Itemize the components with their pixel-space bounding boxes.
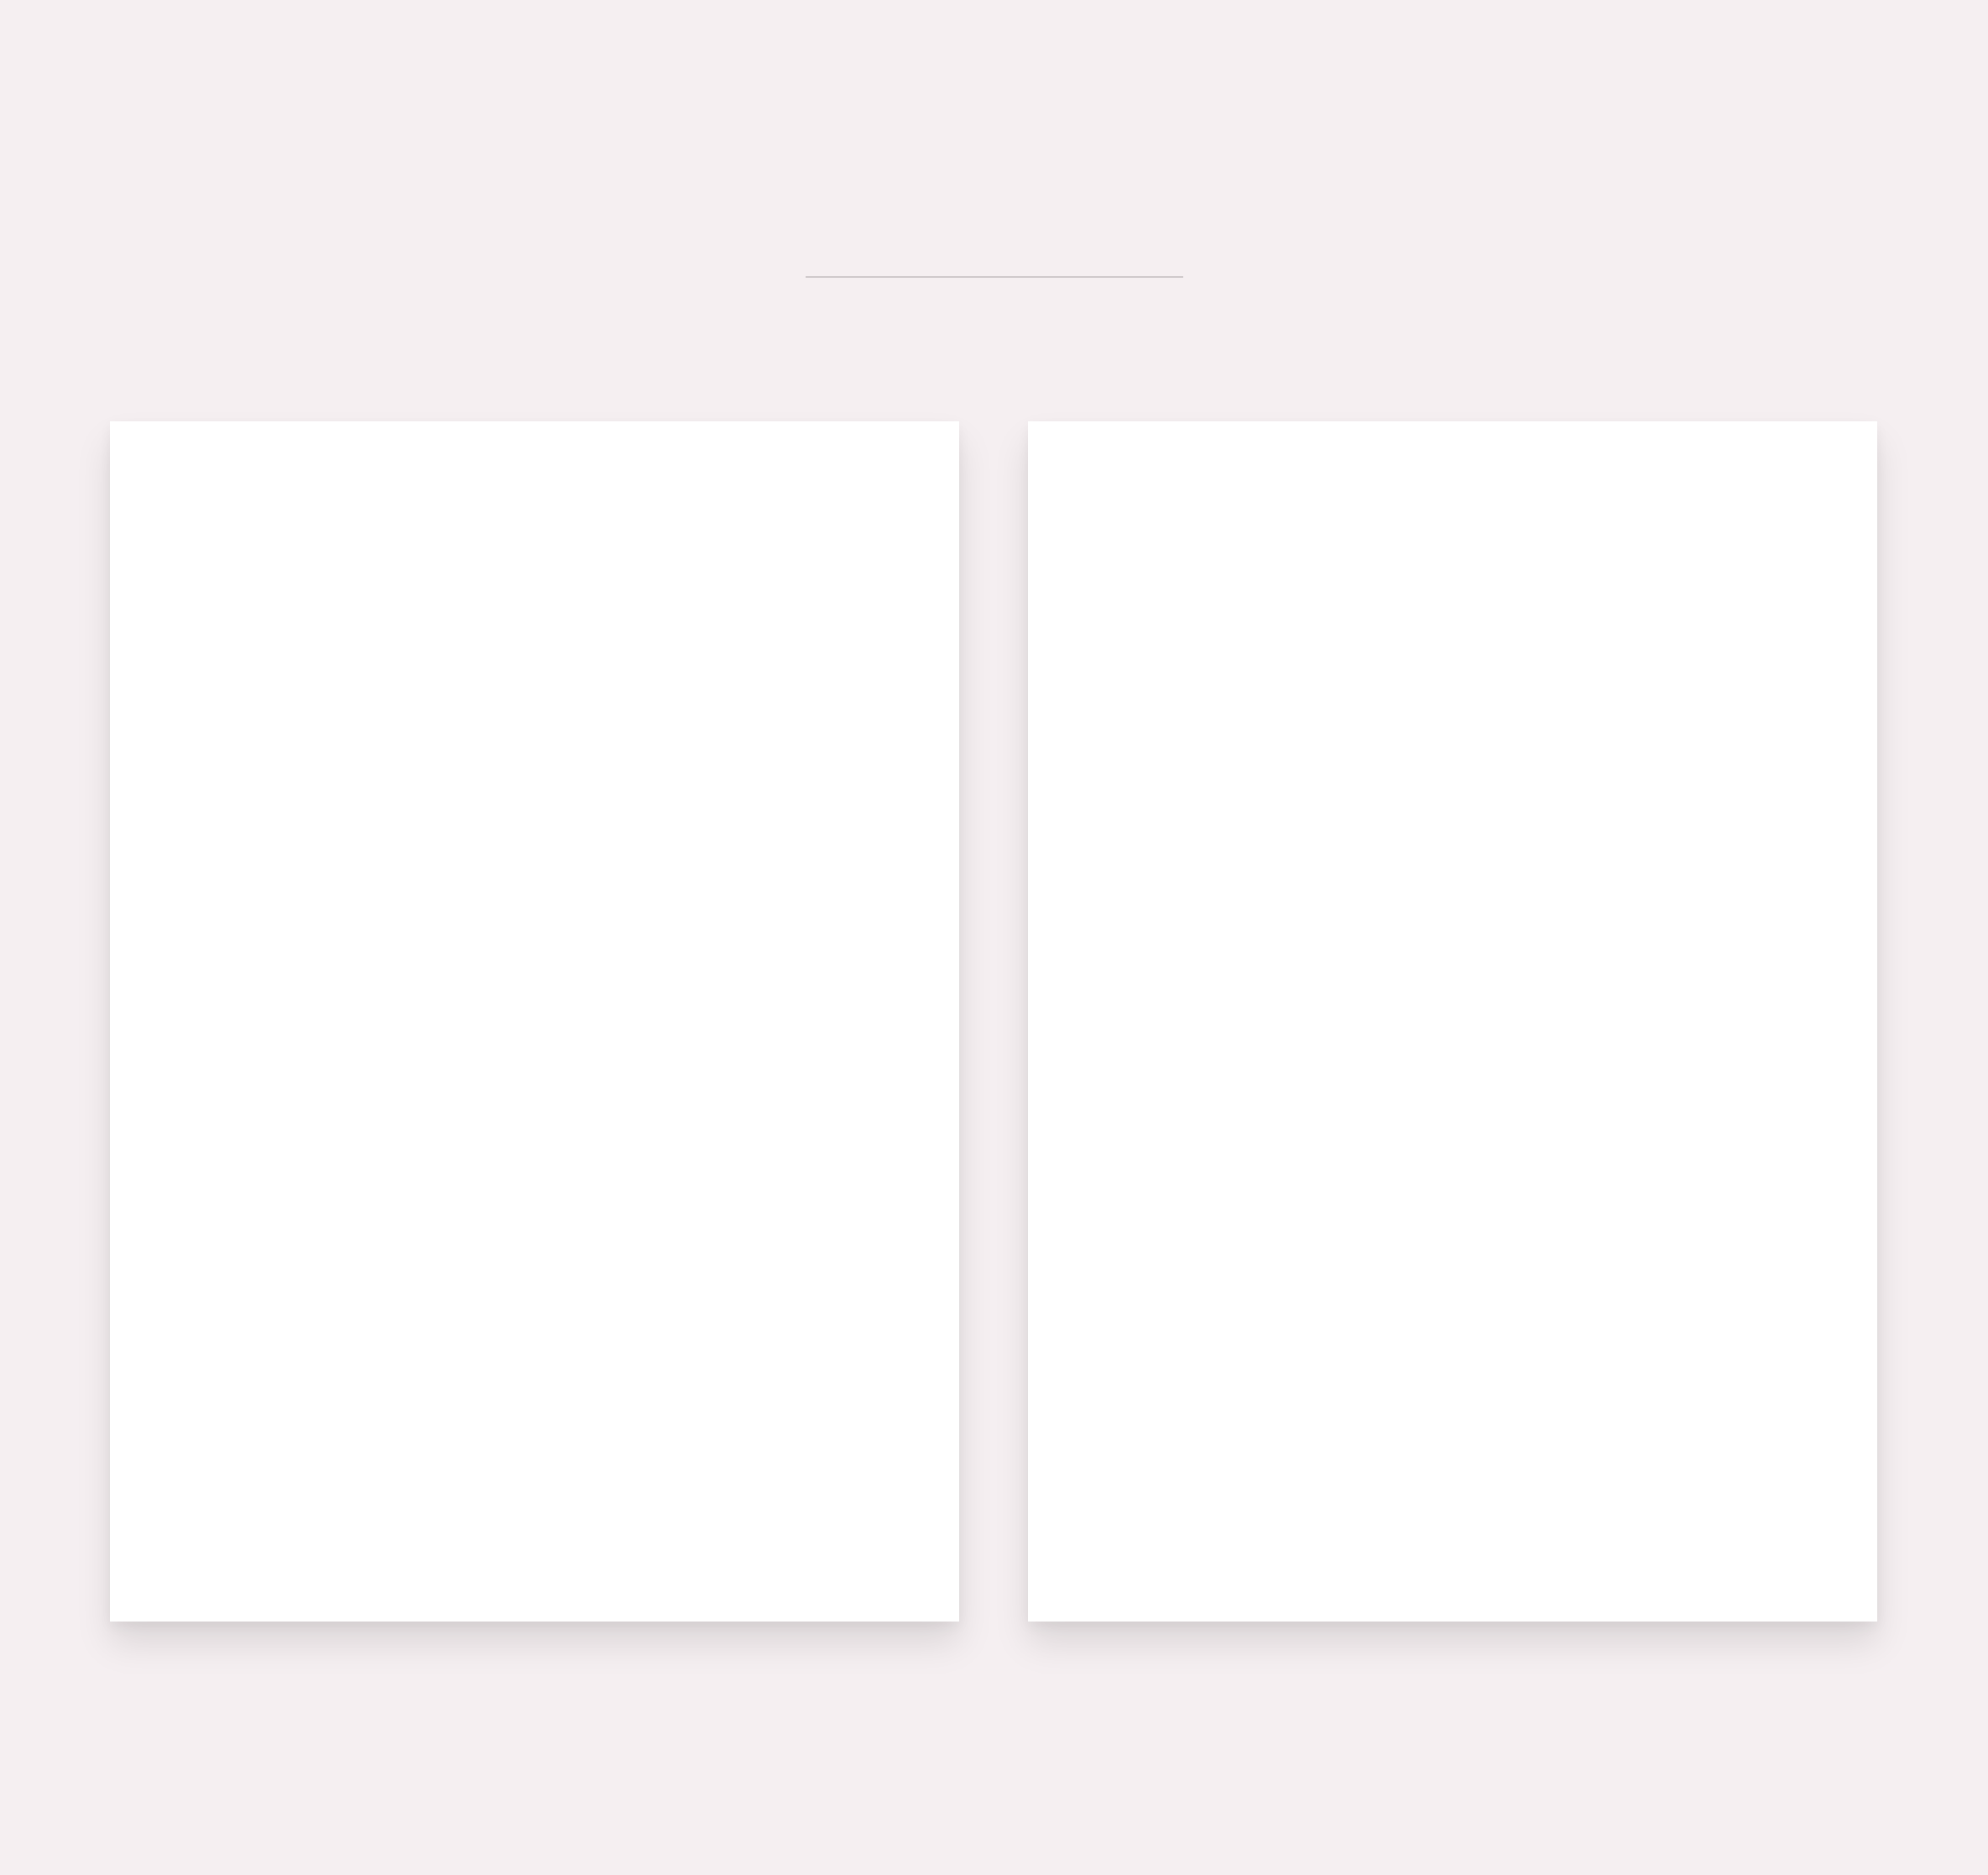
title-divider: [806, 276, 1183, 278]
planner-page-content: [1028, 421, 1877, 1622]
planner-page-content: [110, 421, 959, 1622]
planner-page-left: [110, 421, 959, 1622]
planner-page-right: [1028, 421, 1877, 1622]
